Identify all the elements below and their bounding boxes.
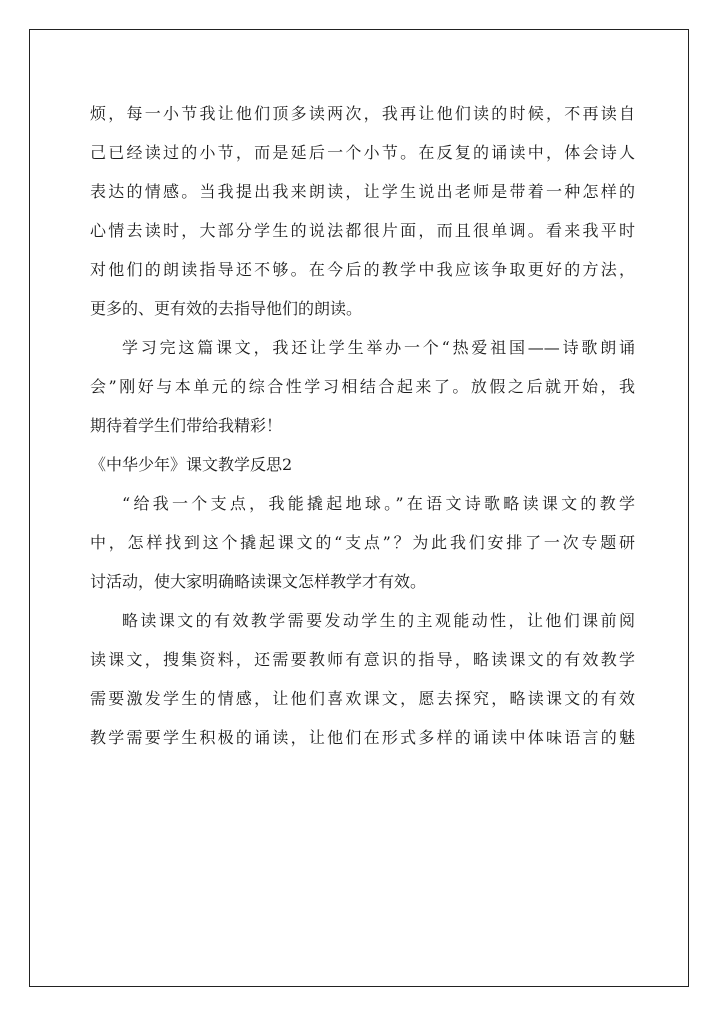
text-line: 己已经读过的小节，而是延后一个小节。在反复的诵读中，体会诗人 — [90, 143, 635, 162]
section-heading: 《中华少年》课文教学反思2 — [90, 455, 293, 474]
document-body — [90, 94, 635, 757]
text-line: 教学需要学生积极的诵读，让他们在形式多样的诵读中体味语言的魅 — [90, 728, 635, 747]
text-line: 对他们的朗读指导还不够。在今后的教学中我应该争取更好的方法， — [90, 260, 635, 279]
text-line: 心情去读时，大部分学生的说法都很片面，而且很单调。看来我平时 — [90, 221, 635, 240]
text-line: 烦，每一小节我让他们顶多读两次，我再让他们读的时候，不再读自 — [90, 104, 635, 123]
text-line: 期待着学生们带给我精彩！ — [90, 416, 283, 435]
paragraph-start-line: 略读课文的有效教学需要发动学生的主观能动性，让他们课前阅 — [122, 611, 635, 630]
text-line: 需要激发学生的情感，让他们喜欢课文，愿去探究，略读课文的有效 — [90, 689, 635, 708]
text-line: 讨活动，使大家明确略读课文怎样教学才有效。 — [90, 572, 427, 591]
text-line: 更多的、更有效的去指导他们的朗读。 — [90, 299, 363, 318]
text-line: 中，怎样找到这个撬起课文的“支点”？为此我们安排了一次专题研 — [90, 533, 635, 552]
text-line: 会”刚好与本单元的综合性学习相结合起来了。放假之后就开始，我 — [90, 377, 635, 396]
text-line: 读课文，搜集资料，还需要教师有意识的指导，略读课文的有效教学 — [90, 650, 635, 669]
paragraph-start-line: 学习完这篇课文，我还让学生举办一个“热爱祖国——诗歌朗诵 — [122, 338, 635, 357]
paragraph-start-line: “给我一个支点，我能撬起地球。”在语文诗歌略读课文的教学 — [122, 494, 635, 513]
text-line: 表达的情感。当我提出我来朗读，让学生说出老师是带着一种怎样的 — [90, 182, 635, 201]
